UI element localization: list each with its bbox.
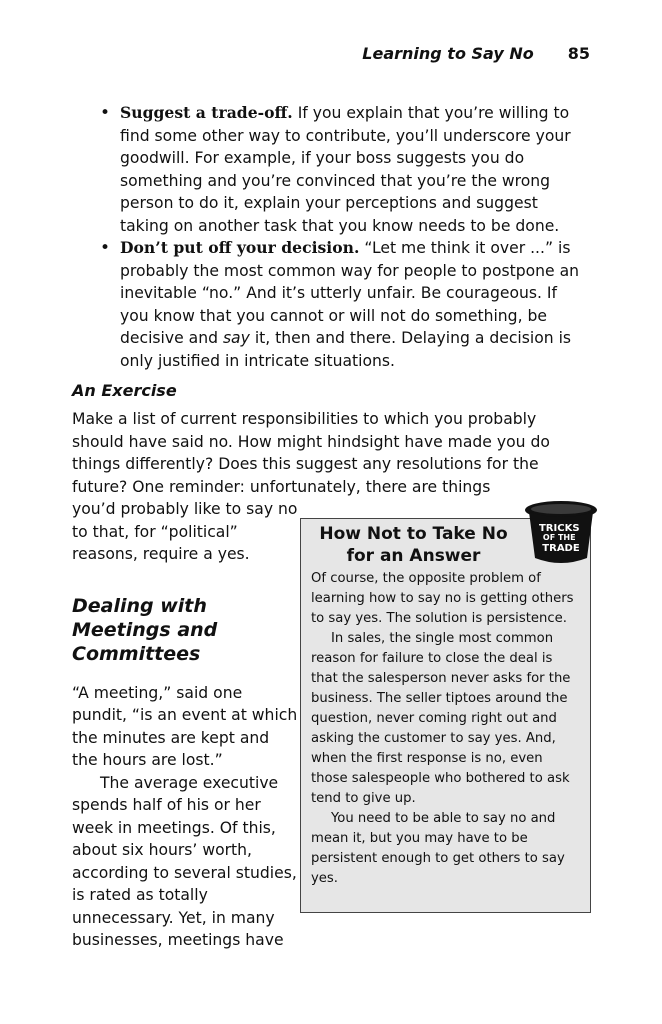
page-number: 85 [567,44,590,63]
exercise-continuation: you’d probably like to say no to that, for “political” reasons, require a yes. [72,500,298,563]
bullet-text: If you explain that you’re willing to find some other way to contribute, you’ll underscore your goodwill. For example, if your boss suggests you do something and you’re convinced that you’re the wrong person to do it, explain your perceptions and suggest taking on another task that you know needs to be done. [120,104,571,235]
exercise-heading: An Exercise [72,381,177,400]
running-title: Learning to Say No [362,44,534,63]
running-header [362,44,590,63]
bullet-emphasis: say [222,329,250,347]
meetings-paragraph-1: “A meeting,” said one pundit, “is an event at which the minutes are kept and the hours are lost.” [72,683,298,769]
sidebar-paragraph: In sales, the single most common reason for failure to close the deal is that the salesperson never asks for the business. The seller tiptoes around the question, never coming right out and asking the customer to say yes. And, when the first response is no, even those salespeople who bothered to ask tend to give up. [311,631,571,806]
bullet-lead: Suggest a trade-off. [120,103,293,122]
bullet-lead: Don’t put off your decision. [120,238,360,257]
sidebar-box [300,518,591,913]
list-item [100,237,590,372]
sidebar-title: How Not to Take No for an Answer [319,524,508,566]
left-column [72,498,298,952]
exercise-paragraph: Make a list of current responsibilities to which you probably should have said no. How might hindsight have made you do things differently? Does this suggest any resolutions for the future? One reminder: unfortunately, there are things [72,410,550,496]
bullet-list [100,102,590,372]
sidebar-paragraph: You need to be able to say no and mean it, but you may have to be persistent enough to get others to say yes. [311,811,565,886]
sidebar-body [301,567,590,889]
tricks-of-the-trade-hat-icon [520,498,602,570]
meetings-paragraph-2: The average executive spends half of his or her week in meetings. Of this, about six hours’ worth, according to several studies, is rated as totally unnecessary. Yet, in many businesses, meetings have [72,773,297,949]
sidebar-paragraph: Of course, the opposite problem of learning how to say no is getting others to say yes. The solution is persistence. [311,571,574,626]
bullet-text: “Let me think it over ...” is probably the most common way for people to postpone an inevitable “no.” And it’s utterly unfair. Be courageous. If you know that you cannot or will not do something, be decisive and [120,239,580,347]
bullet-text: it, then and there. Delaying a decision is only justified in intricate situations. [120,329,572,370]
meetings-heading: Dealing with Meetings and Committees [72,594,218,665]
list-item [100,102,590,237]
badge-text: TRICKS OF THE TRADE [538,523,580,554]
